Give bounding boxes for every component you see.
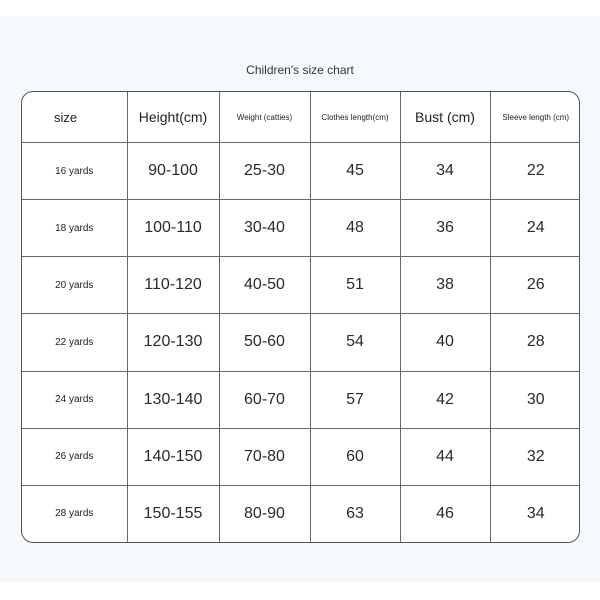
cell-clothes-length: 60 bbox=[310, 428, 400, 485]
cell-height: 130-140 bbox=[127, 371, 219, 428]
table-row bbox=[22, 257, 580, 314]
cell-height: 150-155 bbox=[127, 485, 219, 542]
cell-clothes-length: 54 bbox=[310, 314, 400, 371]
cell-clothes-length: 51 bbox=[310, 257, 400, 314]
cell-weight: 40-50 bbox=[219, 257, 310, 314]
cell-bust: 44 bbox=[400, 428, 490, 485]
cell-bust: 42 bbox=[400, 371, 490, 428]
header-height: Height(cm) bbox=[127, 92, 219, 143]
cell-sleeve-length: 34 bbox=[526, 504, 545, 522]
cell-clothes-length: 63 bbox=[310, 485, 400, 542]
size-table-container bbox=[21, 91, 580, 543]
cell-sleeve-length: 26 bbox=[490, 257, 580, 314]
cell-bust: 36 bbox=[400, 200, 490, 257]
table-row bbox=[22, 485, 580, 542]
cell-weight: 30-40 bbox=[219, 200, 310, 257]
header-bust: Bust (cm) bbox=[400, 92, 490, 143]
cell-sleeve-length: 30 bbox=[490, 371, 580, 428]
cell-height: 100-110 bbox=[127, 200, 219, 257]
chart-title: Children's size chart bbox=[246, 63, 354, 77]
cell-size: 16 yards bbox=[22, 143, 127, 200]
table-row bbox=[22, 371, 580, 428]
cell-clothes-length: 57 bbox=[310, 371, 400, 428]
size-table bbox=[22, 92, 580, 542]
cell-size: 22 yards bbox=[22, 314, 127, 371]
table-row bbox=[22, 200, 580, 257]
cell-size: 24 yards bbox=[22, 371, 127, 428]
cell-weight: 80-90 bbox=[219, 485, 310, 542]
cell-height: 90-100 bbox=[127, 143, 219, 200]
cell-sleeve-length: 28 bbox=[490, 314, 580, 371]
cell-weight: 25-30 bbox=[219, 143, 310, 200]
cell-height: 110-120 bbox=[127, 257, 219, 314]
cell-size: 20 yards bbox=[22, 257, 127, 314]
cell-size: 26 yards bbox=[22, 428, 127, 485]
cell-sleeve-length: 22 bbox=[490, 143, 580, 200]
cell-weight: 60-70 bbox=[219, 371, 310, 428]
table-row bbox=[22, 314, 580, 371]
cell-size: 18 yards bbox=[22, 200, 127, 257]
cell-sleeve-length: 32 bbox=[490, 428, 580, 485]
cell-size: 28 yards bbox=[22, 485, 127, 542]
cell-bust: 34 bbox=[400, 143, 490, 200]
header-row bbox=[22, 92, 580, 143]
cell-height: 120-130 bbox=[127, 314, 219, 371]
table-body bbox=[22, 143, 580, 543]
cell-bust: 40 bbox=[400, 314, 490, 371]
cell-weight: 70-80 bbox=[219, 428, 310, 485]
cell-sleeve-length: 24 bbox=[490, 200, 580, 257]
cell-clothes-length: 45 bbox=[310, 143, 400, 200]
header-weight: Weight (catties) bbox=[219, 92, 310, 143]
cell-bust: 46 bbox=[400, 485, 490, 542]
cell-height: 140-150 bbox=[127, 428, 219, 485]
table-row bbox=[22, 428, 580, 485]
header-clothes-length: Clothes length(cm) bbox=[310, 92, 400, 143]
cell-weight: 50-60 bbox=[219, 314, 310, 371]
cell-bust: 38 bbox=[400, 257, 490, 314]
table-row bbox=[22, 143, 580, 200]
header-sleeve-length: Sleeve length (cm) bbox=[490, 92, 580, 143]
cell-clothes-length: 48 bbox=[310, 200, 400, 257]
header-size: size bbox=[22, 92, 127, 143]
